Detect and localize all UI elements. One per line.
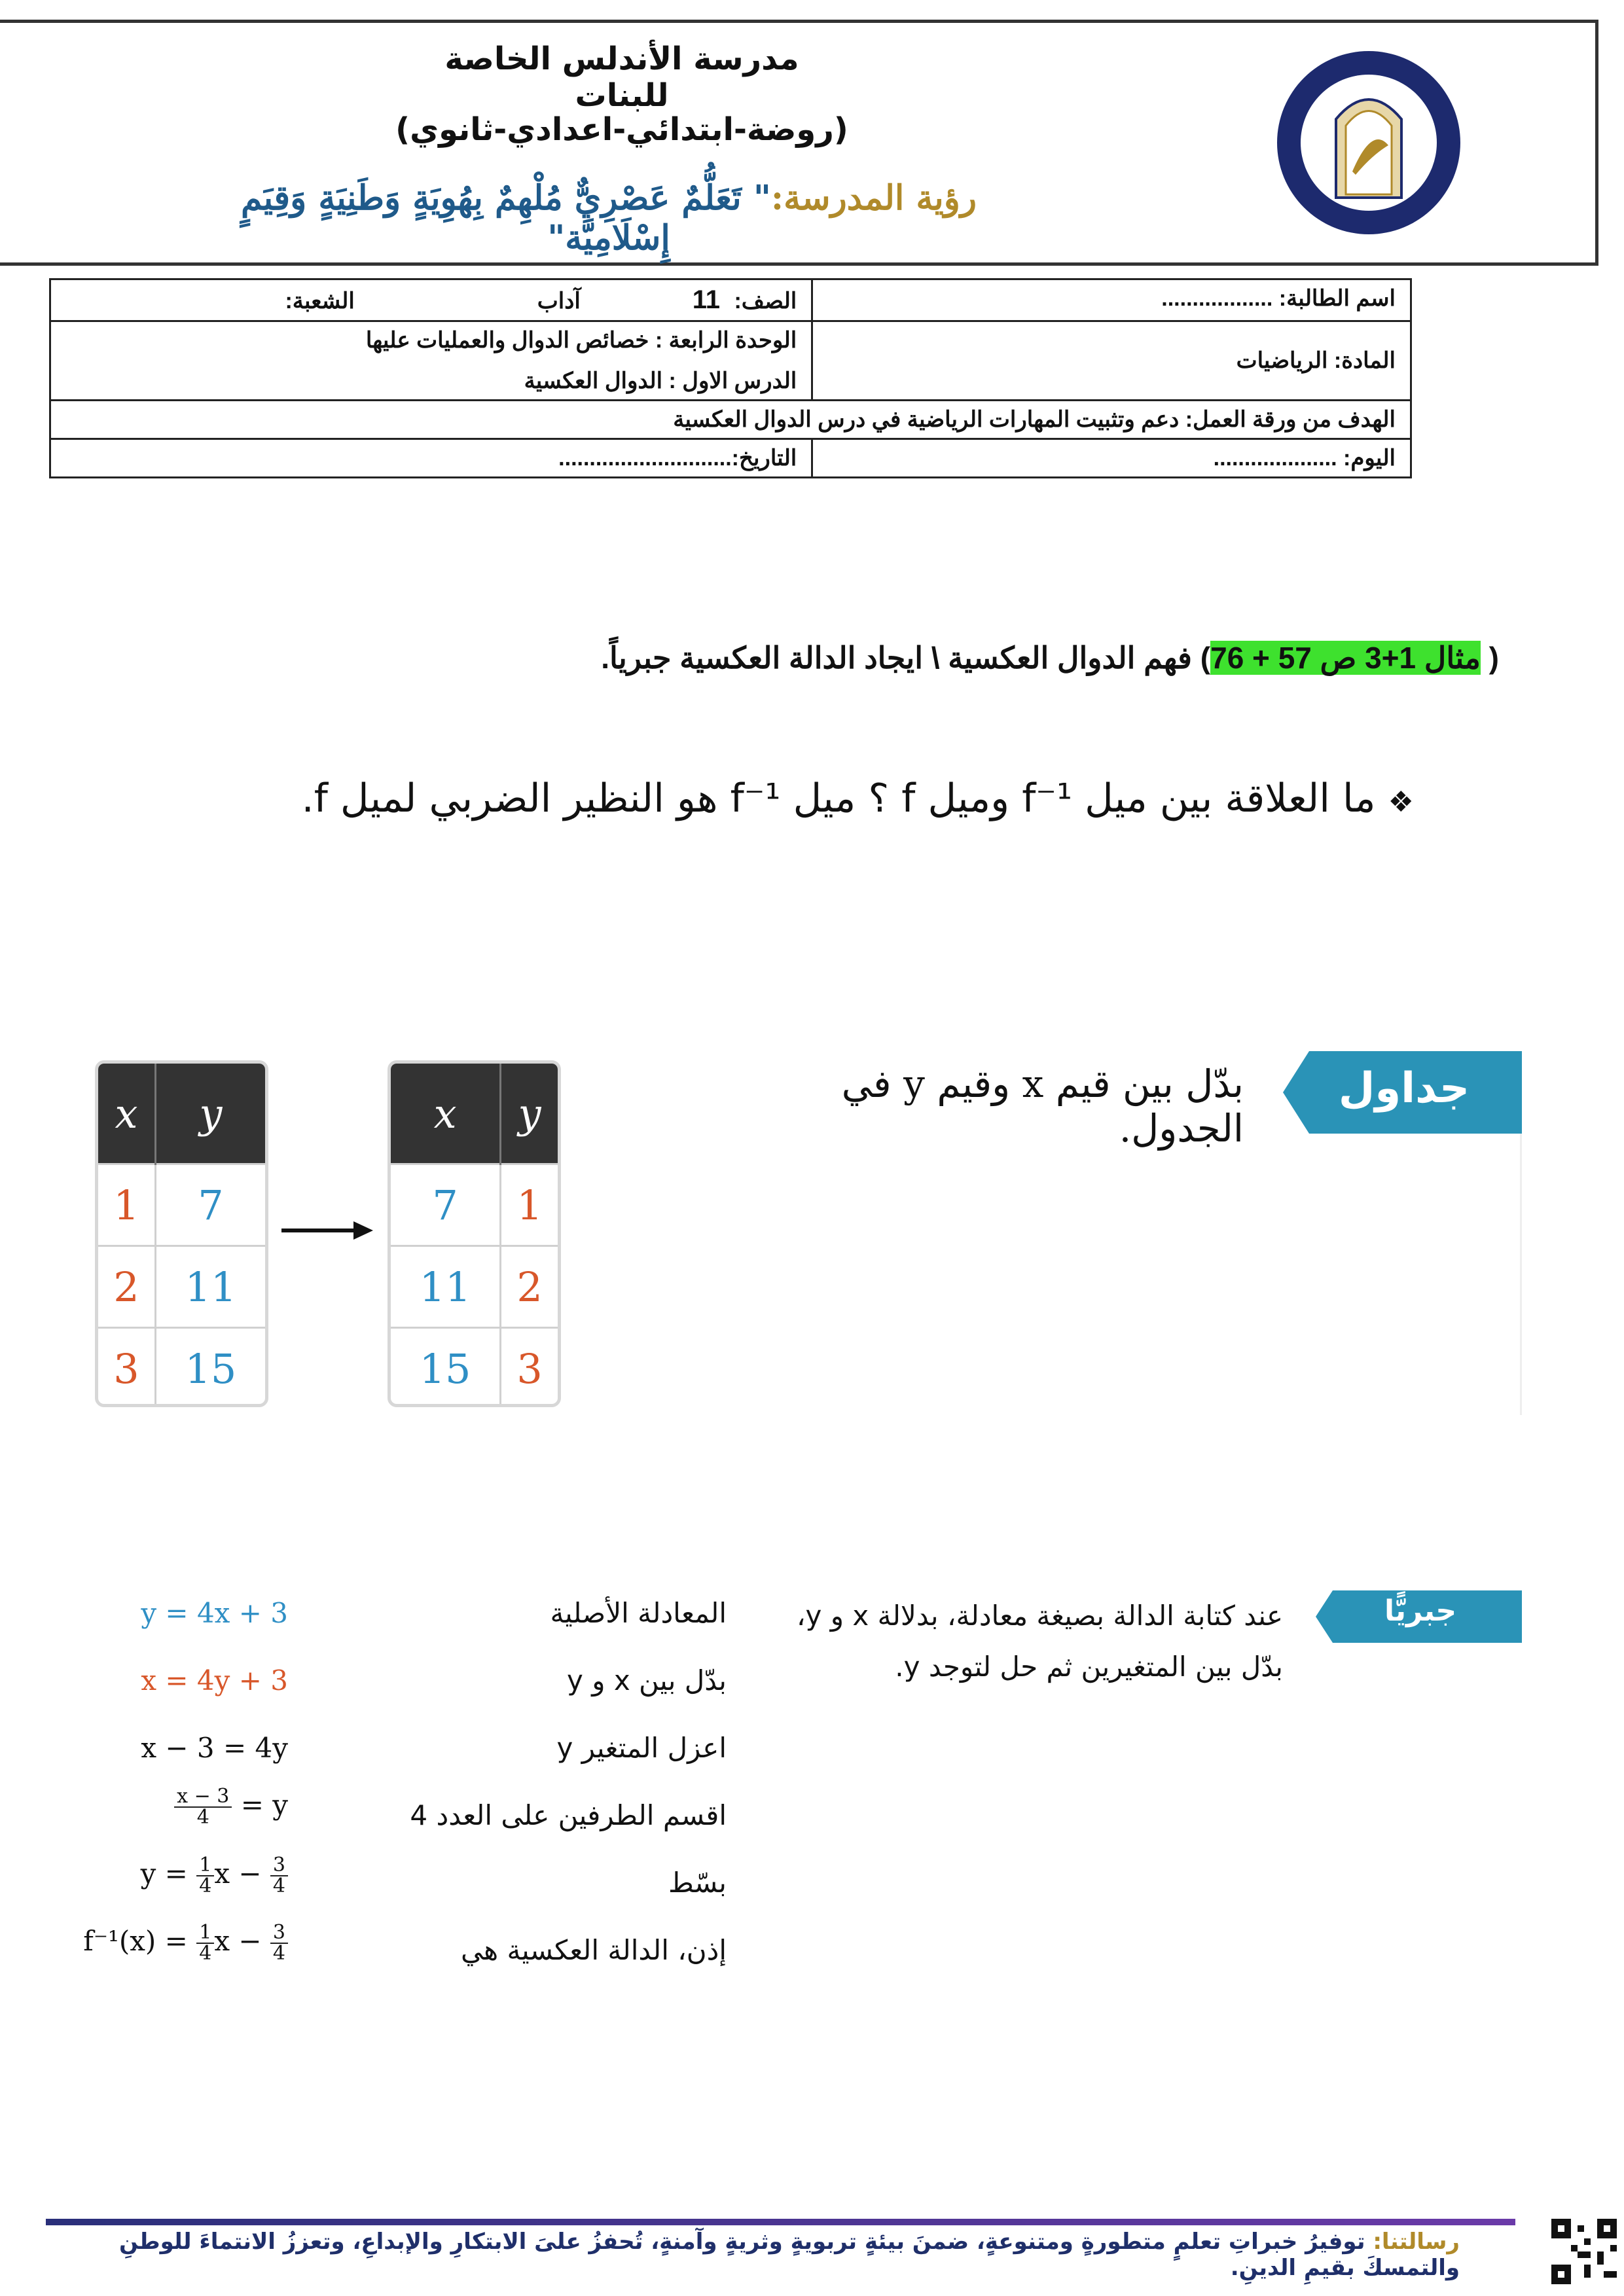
step-equation: x − 3 = 4y bbox=[141, 1732, 288, 1764]
step-equation: f⁻¹(x) = $\frac{1}{4}$ x − $\frac{3}{4}$ bbox=[52, 1923, 288, 1964]
algebra-label: جبريًّا bbox=[1384, 1594, 1457, 1628]
vision-label: رؤية المدرسة: bbox=[770, 178, 977, 218]
tables-instruction: بدّل بين قيم x وقيم y في الجدول. bbox=[841, 1062, 1244, 1151]
day-cell[interactable]: اليوم: .................... bbox=[812, 439, 1411, 478]
step-equation: x = 4y + 3 bbox=[141, 1664, 288, 1696]
school-logo bbox=[1274, 41, 1464, 245]
unit-lesson-cell bbox=[50, 321, 812, 401]
grade-cell bbox=[50, 279, 812, 321]
section-label[interactable]: الشعبة: bbox=[285, 289, 355, 314]
step-label: اقسم الطرفين على العدد 4 bbox=[410, 1799, 727, 1831]
grade-label: الصف: bbox=[734, 289, 797, 314]
lesson: الدرس الاول : الدوال العكسية bbox=[524, 368, 797, 393]
unit: الوحدة الرابعة : خصائص الدوال والعمليات عليها bbox=[365, 328, 797, 353]
goal-cell: الهدف من ورقة العمل: دعم وتثبيت المهارات الرياضية في درس الدوال العكسية bbox=[50, 401, 1411, 439]
track: آداب bbox=[537, 289, 581, 314]
question-text: ما العلاقة بين ميل f⁻¹ وميل f ؟ ميل f⁻¹ هو النظير الضربي لميل f. bbox=[301, 776, 1376, 821]
student-info-table bbox=[49, 278, 1412, 478]
school-levels: (روضة-ابتدائي-اعدادي-ثانوي) bbox=[395, 111, 848, 148]
qr-code-icon bbox=[1551, 2219, 1617, 2284]
school-mission bbox=[98, 2229, 1460, 2281]
date-cell[interactable]: التاريخ:............................ bbox=[50, 439, 812, 478]
step-equation: y = 4x + 3 bbox=[141, 1597, 288, 1629]
example-highlight: مثال 1+3 ص 57 + 76 bbox=[1210, 641, 1481, 675]
section-divider bbox=[1520, 1134, 1522, 1415]
step-label: المعادلة الأصلية bbox=[550, 1597, 727, 1629]
student-name-cell[interactable]: اسم الطالبة: .................. bbox=[812, 279, 1411, 321]
footer-divider bbox=[46, 2219, 1515, 2225]
swapped-table: x y 7 1 11 2 15 3 bbox=[388, 1060, 561, 1407]
arrow-right-icon bbox=[281, 1217, 373, 1244]
step-label: بدّل بين x و y bbox=[567, 1664, 727, 1696]
algebra-instruction: عند كتابة الدالة بصيغة معادلة، بدلالة x و y، بدّل بين المتغيرين ثم حل لتوجد y. bbox=[796, 1600, 1283, 1683]
example-rest: ) فهم الدوال العكسية \ ايجاد الدالة العكسية جبرياً. bbox=[601, 641, 1211, 675]
vision-text: " تَعَلُّمٌ عَصْرِيٌّ مُلْهِمٌ بِهُوِيَةٍ وَطَنِيَةٍ وَقِيَمٍ إِسْلَامِيَّة" bbox=[240, 178, 771, 258]
grade-value: 11 bbox=[692, 285, 720, 314]
step-label: اعزل المتغير y bbox=[556, 1732, 727, 1764]
school-name: مدرسة الأندلس الخاصة للبنات bbox=[444, 41, 799, 114]
example-reference: ( مثال 1+3 ص 57 + 76) فهم الدوال العكسية \ ايجاد الدالة العكسية جبرياً. bbox=[601, 641, 1499, 675]
original-table: x y 1 7 2 11 3 15 bbox=[95, 1060, 268, 1407]
bullet-icon: ❖ bbox=[1388, 785, 1414, 819]
step-equation: y = $\frac{1}{4}$ x − $\frac{3}{4}$ bbox=[52, 1856, 288, 1896]
question-line bbox=[236, 776, 1414, 821]
tables-label: جداول bbox=[1338, 1064, 1470, 1113]
subject-cell: المادة: الرياضيات bbox=[812, 321, 1411, 401]
mission-label: رسالتنا: bbox=[1373, 2229, 1460, 2255]
mission-text: توفيرُ خبراتِ تعلمٍ متطورةٍ ومتنوعةٍ، ضمنَ بيئةٍ تربويةٍ وثريةٍ وآمنةٍ، تُحفزُ علىَ الابتكارِ والإبداعِ، وتعززُ الانتماءَ للوطنِ والتمسكَ بقيمِ الدينِ. bbox=[118, 2229, 1460, 2281]
step-label: بسّط bbox=[668, 1867, 727, 1899]
school-vision bbox=[196, 178, 1021, 258]
step-equation: $\frac{x - 3}{4}$ = y bbox=[52, 1787, 288, 1827]
step-label: إذن، الدالة العكسية هي bbox=[460, 1934, 727, 1966]
